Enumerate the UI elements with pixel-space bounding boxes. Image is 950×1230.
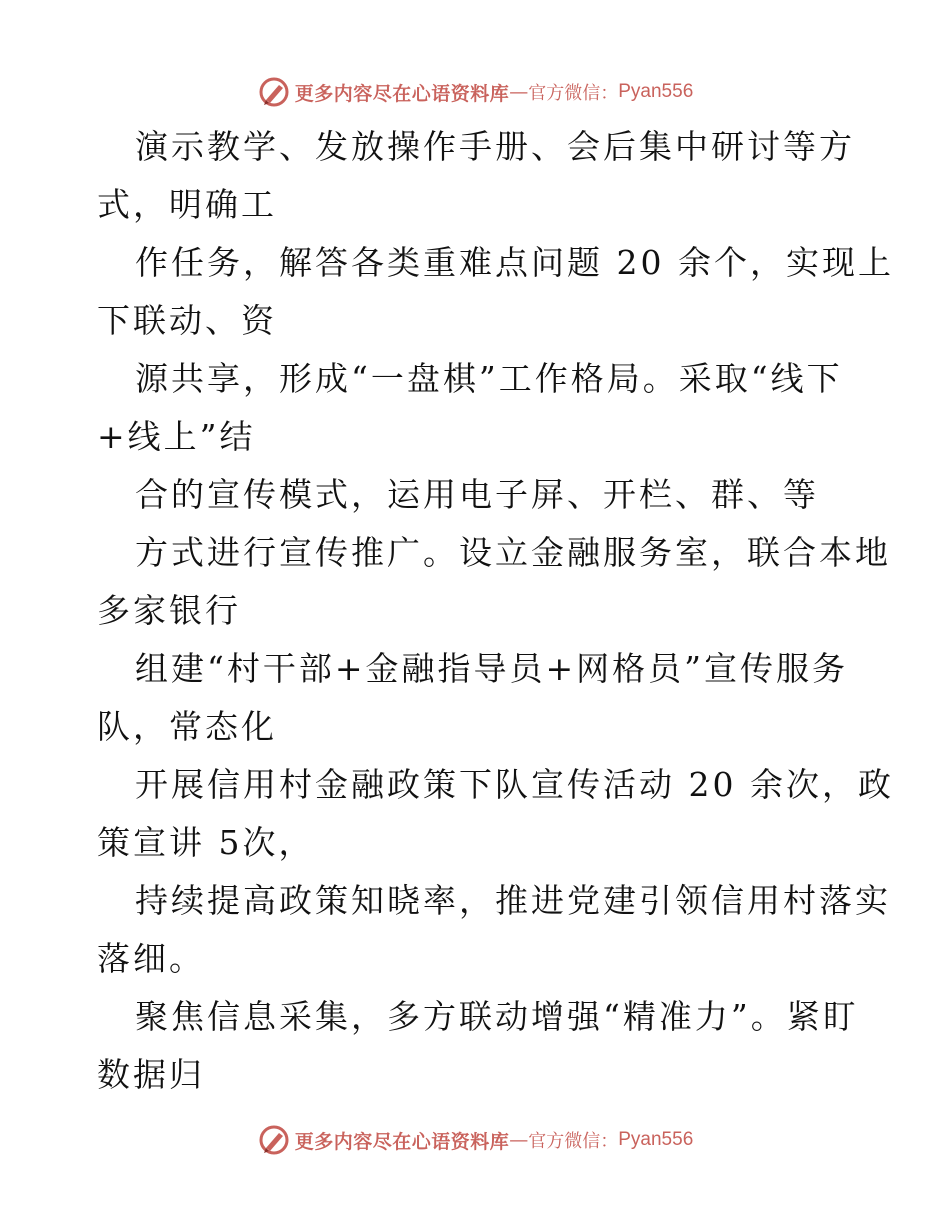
text-line: +线上”结 [97,417,256,456]
text-line: 策宣讲 5次， [97,823,315,862]
text-line: 作任务，解答各类重难点问题 20 余个，实现上 [135,243,894,282]
text-line: 开展信用村金融政策下队宣传活动 20 余次，政 [135,765,894,804]
text-line: 源共享，形成“一盘棋”工作格局。采取“线下 [135,359,843,398]
header-banner [0,72,950,112]
text-line: 持续提高政策知晓率，推进党建引领信用村落实 [135,881,891,920]
pen-logo-icon [257,75,291,109]
text-line: 多家银行 [97,591,241,630]
banner-separator: — [509,1129,529,1151]
pen-logo-icon [257,1123,291,1157]
text-line: 队，常态化 [97,707,277,746]
text-line: 方式进行宣传推广。设立金融服务室，联合本地 [135,533,891,572]
banner-label: 官方微信： [528,1131,619,1152]
text-line: 组建“村干部+金融指导员+网格员”宣传服务 [135,649,849,688]
document-body [97,118,894,1104]
text-line: 聚焦信息采集，多方联动增强“精准力”。紧盯 [135,997,859,1036]
text-line: 数据归 [97,1055,205,1094]
banner-title: 更多内容尽在心语资料库 [294,82,510,105]
banner-label: 官方微信： [528,83,619,104]
text-line: 下联动、资 [97,301,277,340]
text-line: 演示教学、发放操作手册、会后集中研讨等方 [135,127,855,166]
banner-title: 更多内容尽在心语资料库 [294,1130,510,1153]
text-line: 合的宣传模式，运用电子屏、开栏、群、等 [135,475,819,514]
text-line: 落细。 [97,939,205,978]
banner-separator: — [509,81,529,103]
text-line: 式，明确工 [97,185,277,224]
banner-wechat-id: Pyan556 [618,81,694,102]
footer-banner [0,1120,950,1160]
banner-wechat-id: Pyan556 [618,1129,694,1150]
